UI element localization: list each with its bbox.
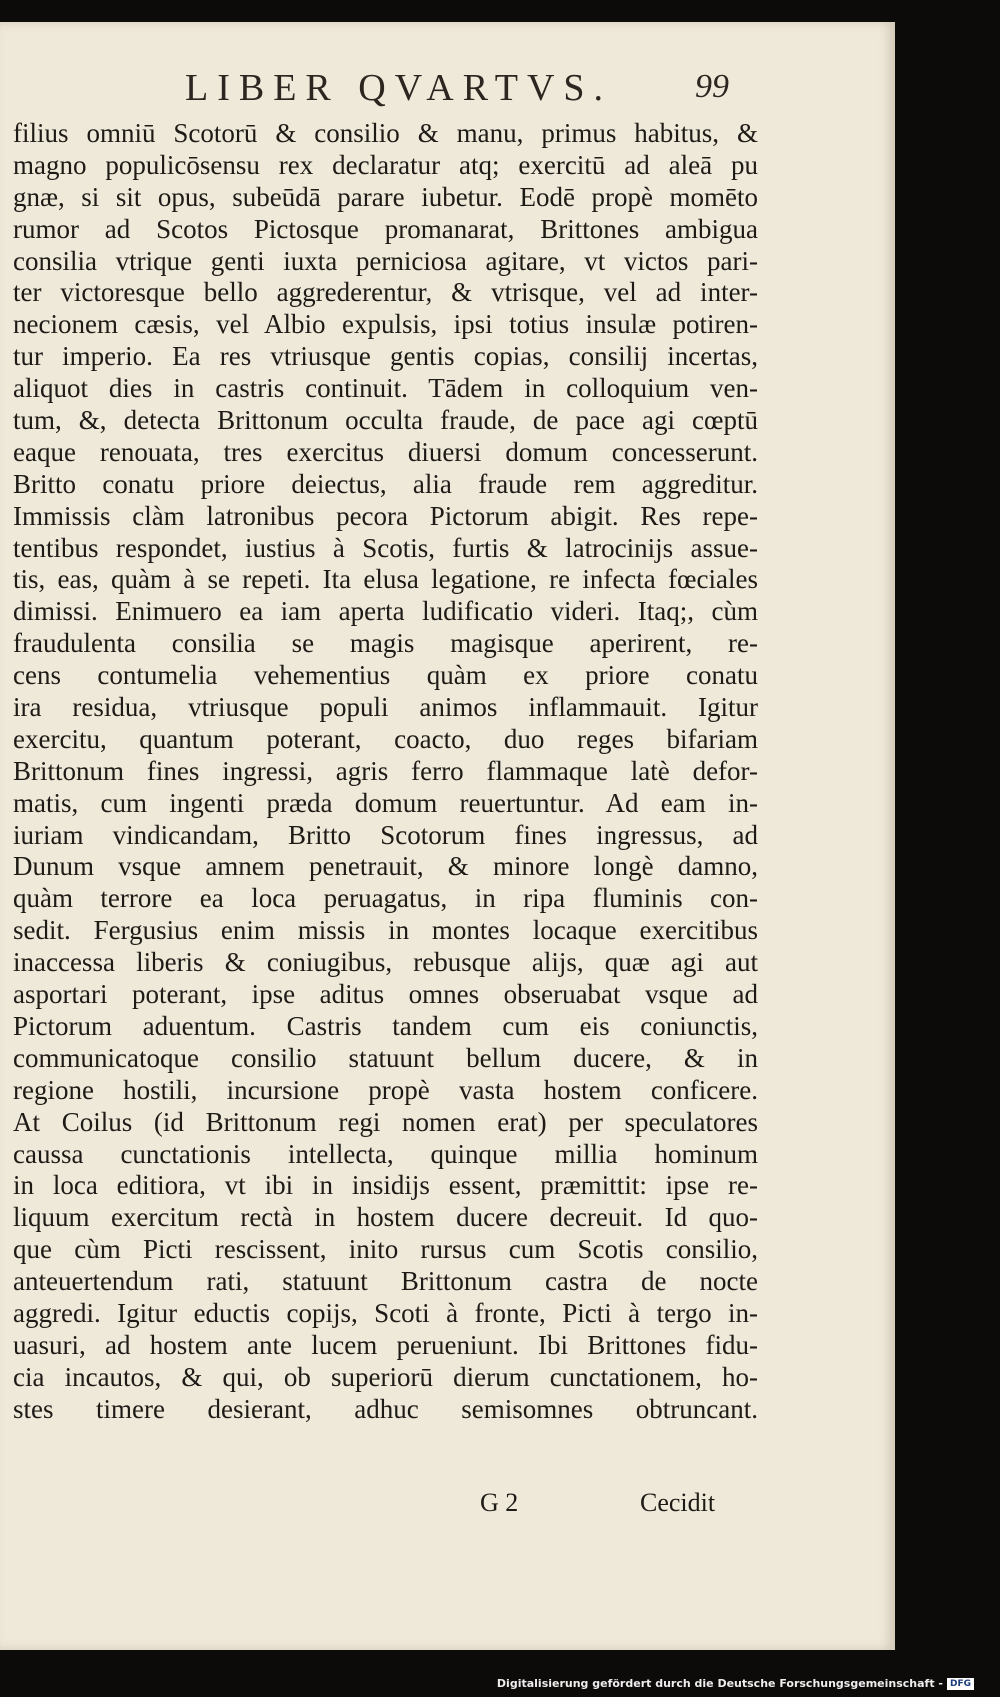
- text-line: fraudulenta consilia se magis magisque aperirent, re-: [13, 628, 758, 659]
- credit-text: Digitalisierung gefördert durch die Deutsche Forschungsgemeinschaft -: [496, 1677, 943, 1690]
- text-line: Pictorum aduentum. Castris tandem cum eis coniunctis,: [13, 1010, 758, 1041]
- text-line: Immissis clàm latronibus pecora Pictorum abigit. Res repe-: [13, 500, 758, 531]
- text-line: iuriam vindicandam, Britto Scotorum fines ingressus, ad: [13, 819, 758, 850]
- signature-mark: G 2: [480, 1488, 519, 1517]
- dfg-logo: DFG: [947, 1678, 974, 1690]
- running-head: LIBER QVARTVS.: [185, 67, 613, 109]
- text-line: communicatoque consilio statuunt bellum ducere, & in: [13, 1042, 758, 1073]
- text-line: cens contumelia vehementius quàm ex priore conatu: [13, 660, 758, 691]
- text-line: eaque renouata, tres exercitus diuersi domum concesserunt.: [13, 436, 758, 467]
- text-line: regione hostili, incursione propè vasta hostem conficere.: [13, 1074, 758, 1105]
- page-footer: [0, 1488, 895, 1522]
- text-line: aliquot dies in castris continuit. Tādem in colloquium ven-: [13, 373, 758, 404]
- text-line: cia incautos, & qui, ob superiorū dierum cunctationem, ho-: [13, 1361, 758, 1392]
- text-line: asportari poterant, ipse aditus omnes obseruabat vsque ad: [13, 979, 758, 1010]
- text-line: filius omniū Scotorū & consilio & manu, primus habitus, &: [13, 118, 758, 148]
- text-line: Britto conatu priore deiectus, alia fraude rem aggreditur.: [13, 468, 758, 499]
- text-line: uasuri, ad hostem ante lucem perueniunt. Ibi Brittones fidu-: [13, 1329, 758, 1360]
- text-line: exercitu, quantum poterant, coacto, duo reges bifariam: [13, 723, 758, 754]
- text-line: anteuertendum rati, statuunt Brittonum castra de nocte: [13, 1266, 758, 1297]
- catchword: Cecidit: [640, 1488, 716, 1517]
- text-line: sedit. Fergusius enim missis in montes locaque exercitibus: [13, 915, 758, 946]
- text-line: inaccessa liberis & coniugibus, rebusque alijs, quæ agi aut: [13, 947, 758, 978]
- text-line: quàm terrore ea loca peruagatus, in ripa fluminis con-: [13, 883, 758, 914]
- text-line: consilia vtrique genti iuxta perniciosa agitare, vt victos pari-: [13, 245, 758, 276]
- text-line: in loca editiora, vt ibi in insidijs essent, præmittit: ipse re-: [13, 1170, 758, 1201]
- text-line: tentibus respondet, iustius à Scotis, furtis & latrocinijs assue-: [13, 532, 758, 563]
- text-line: liquum exercitum rectà in hostem ducere decreuit. Id quo-: [13, 1202, 758, 1233]
- page-number: 99: [695, 68, 729, 105]
- text-line: que cùm Picti rescissent, inito rursus cum Scotis consilio,: [13, 1234, 758, 1265]
- text-line: Brittonum fines ingressi, agris ferro flammaque latè defor-: [13, 755, 758, 786]
- text-line: ira residua, vtriusque populi animos inflammauit. Igitur: [13, 692, 758, 723]
- text-line: magno populicōsensu rex declaratur atq; exercitū ad aleā pu: [13, 149, 758, 180]
- text-line: necionem cæsis, vel Albio expulsis, ipsi totius insulæ potiren-: [13, 309, 758, 340]
- text-line: tum, &, detecta Brittonum occulta fraude, de pace agi cœptū: [13, 405, 758, 436]
- text-line: ter victoresque bello aggrederentur, & vtrisque, vel ad inter-: [13, 277, 758, 308]
- text-line: stes timere desierant, adhuc semisomnes obtruncant.: [13, 1393, 758, 1424]
- text-line: caussa cunctationis intellecta, quinque millia hominum: [13, 1138, 758, 1169]
- text-line: tur imperio. Ea res vtriusque gentis copias, consilij incertas,: [13, 341, 758, 372]
- text-line: Dunum vsque amnem penetrauit, & minore longè damno,: [13, 851, 758, 882]
- text-line: gnæ, si sit opus, subeūdā parare iubetur. Eodē propè momēto: [13, 181, 758, 212]
- text-line: rumor ad Scotos Pictosque promanarat, Brittones ambigua: [13, 213, 758, 244]
- book-page: [0, 22, 895, 1650]
- text-line: dimissi. Enimuero ea iam aperta ludificatio videri. Itaq;, cùm: [13, 596, 758, 627]
- text-line: aggredi. Igitur eductis copijs, Scoti à fronte, Picti à tergo in-: [13, 1297, 758, 1328]
- body-text: [13, 118, 758, 1426]
- digitization-credit: [497, 1677, 974, 1690]
- text-line: matis, cum ingenti præda domum reuertuntur. Ad eam in-: [13, 787, 758, 818]
- page-header: [0, 66, 895, 116]
- text-line: tis, eas, quàm à se repeti. Ita elusa legatione, re infecta fœciales: [13, 564, 758, 595]
- text-line: At Coilus (id Brittonum regi nomen erat) per speculatores: [13, 1106, 758, 1137]
